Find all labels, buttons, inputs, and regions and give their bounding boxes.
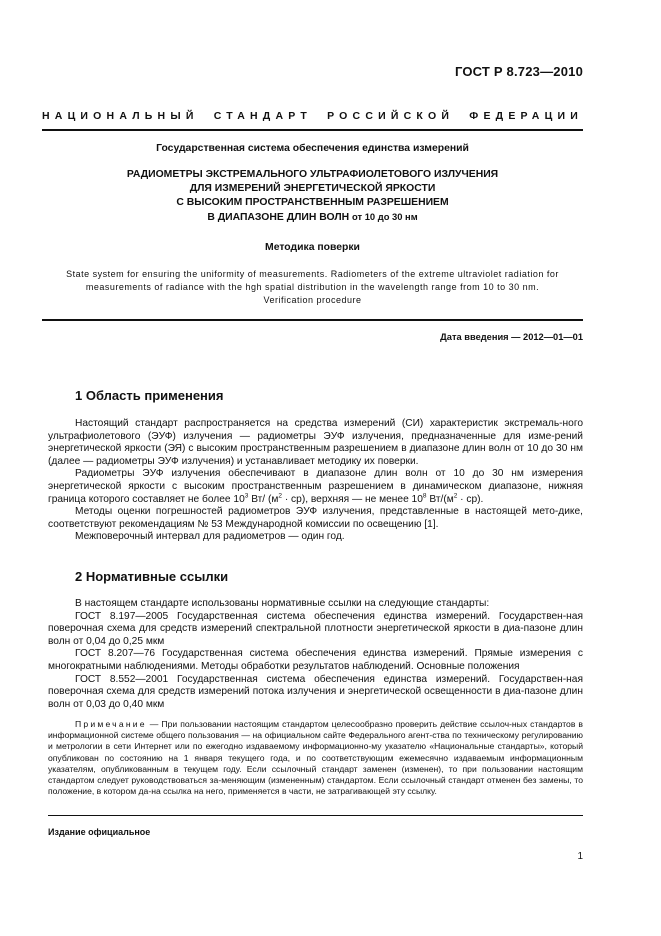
title-divider	[42, 319, 583, 321]
introduction-date: Дата введения — 2012—01—01	[440, 332, 583, 342]
paragraph: Настоящий стандарт распространяется на средства измерений (СИ) характеристик экстремаль-ного ультрафиолетового (ЭУФ) излучения — радиометры ЭУФ излучения, предназначенные для изме-рений энергетической яркости (ЭЯ) с высоким пространственным разрешением в диапазоне длин волн от 10 до 30 нм (далее — радиометры ЭУФ излучения) и устанавливает методику их поверки.	[48, 418, 583, 467]
exponent: 2	[453, 492, 458, 500]
banner-word: НАЦИОНАЛЬНЫЙ	[42, 110, 199, 122]
main-title-line: РАДИОМЕТРЫ ЭКСТРЕМАЛЬНОГО УЛЬТРАФИОЛЕТОВОГО ИЗЛУЧЕНИЯ	[126, 169, 499, 180]
edition-label: Издание официальное	[48, 827, 151, 837]
main-title	[42, 168, 583, 225]
note-block	[48, 719, 583, 797]
main-title-line: ДЛЯ ИЗМЕРЕНИЙ ЭНЕРГЕТИЧЕСКОЙ ЯРКОСТИ	[189, 183, 436, 194]
banner-word: РОССИЙСКОЙ	[327, 110, 455, 122]
exponent: 8	[422, 492, 427, 500]
reference-item: ГОСТ 8.552—2001 Государственная система обеспечения единства измерений. Государствен-ная поверочная схема для средств измерений потока излучения и энергетической освещенности в диа-пазоне длин волн от 0,03 до 0,40 мкм	[48, 673, 583, 710]
section-2-body	[48, 598, 583, 711]
reference-item: ГОСТ 8.207—76 Государственная система обеспечения единства измерений. Прямые измерения с многократными наблюдениями. Методы обработки результатов наблюдений. Основные положения	[48, 648, 583, 672]
exponent: 3	[244, 492, 249, 500]
english-title-line: Verification procedure	[263, 295, 362, 305]
note-paragraph	[48, 719, 583, 797]
text-run: Вт/(м	[426, 493, 454, 505]
exponent: 2	[278, 492, 282, 500]
english-title	[42, 268, 583, 307]
system-title: Государственная система обеспечения единства измерений	[156, 143, 469, 154]
header-divider	[42, 129, 583, 131]
page-number: 1	[577, 851, 583, 862]
english-title-line: measurements of radiance with the hgh spatial distribution in the wavelength range from 10 to 30 nm.	[85, 282, 540, 292]
text-run: Радиометры ЭУФ излучения обеспечивают в диапазоне длин волн от 10 до 30 нм измерения энергетической яркости с высоким пространственным разрешением в динамическом диапазоне, нижняя граница которого составляет не более 10	[48, 468, 583, 505]
reference-item: ГОСТ 8.197—2005 Государственная система обеспечения единства измерений. Государствен-ная поверочная схема для средств измерений спектральной плотности энергетической яркости в диа-пазоне длин волн от 0,04 до 0,25 мкм	[48, 610, 583, 647]
main-title-line: С ВЫСОКИМ ПРОСТРАНСТВЕННЫМ РАЗРЕШЕНИЕМ	[176, 197, 449, 208]
main-title-text: В ДИАПАЗОНЕ ДЛИН ВОЛН	[207, 212, 350, 223]
note-label: Примечание	[75, 719, 147, 729]
banner-word: СТАНДАРТ	[213, 110, 312, 122]
footer-divider	[48, 815, 583, 816]
banner-word: ФЕДЕРАЦИИ	[469, 110, 583, 122]
section-1-heading: 1 Область применения	[75, 388, 224, 403]
main-title-range: от 10 до 30 нм	[352, 211, 418, 222]
document-number: ГОСТ Р 8.723—2010	[454, 64, 583, 79]
main-title-line	[42, 210, 583, 225]
paragraph: В настоящем стандарте использованы нормативные ссылки на следующие стандарты:	[75, 598, 490, 609]
paragraph: Межповерочный интервал для радиометров — один год.	[75, 531, 345, 543]
national-standard-banner	[42, 110, 583, 122]
text-run: · ср), верхняя — не менее 10	[282, 493, 423, 505]
text-run: Вт/ (м	[248, 493, 279, 505]
paragraph: Методы оценки погрешностей радиометров ЭУФ излучения, представленные в настоящей мето-дике, соответствуют рекомендациям № 53 Международной комиссии по освещению [1].	[48, 506, 583, 530]
section-1-body	[48, 418, 583, 544]
text-run: · ср).	[457, 493, 484, 505]
method-subtitle: Методика поверки	[265, 242, 360, 253]
english-title-line: State system for ensuring the uniformity of measurements. Radiometers of the extreme ultraviolet radiation for	[66, 269, 559, 279]
paragraph	[48, 468, 583, 506]
section-2-heading: 2 Нормативные ссылки	[75, 569, 229, 584]
note-text: — При пользовании настоящим стандартом целесообразно проверить действие ссылоч-ных стандартов в информационной системе общего пользования — на официальном сайте Федерального агент-ства по техническому регулированию и метрологии в сети Интернет или по ежегодно издаваемому информационно-му указателю «Национальные стандарты», который опубликован по состоянию на 1 января текущего года, и по соответствующим ежемесячно издаваемым информационным указателям, опубликованным в текущем году. Если ссылочный стандарт заменен (изменен), то при пользовании настоящим стандартом следует руководствоваться за-меняющим (измененным) стандартом. Если ссылочный стандарт отменен без замены, то положение, в котором да-на ссылка на него, применяется в части, не затрагивающей эту ссылку.	[48, 719, 583, 797]
